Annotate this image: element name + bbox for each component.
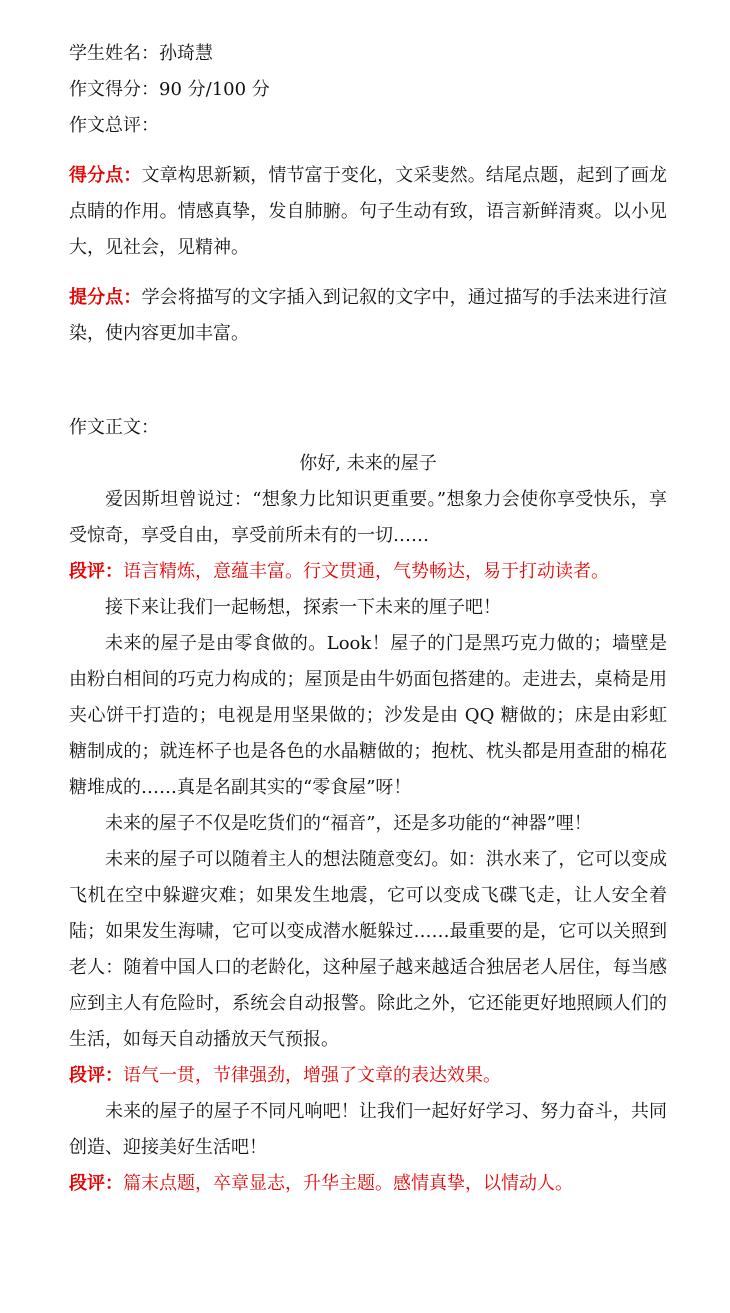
paragraph-comment-label: 段评：	[69, 1173, 123, 1194]
paragraph-comment-text: 篇末点题，卒章显志，升华主题。感情真挚，以情动人。	[123, 1173, 573, 1194]
student-name: 孙琦慧	[159, 43, 213, 64]
student-name-line	[69, 36, 667, 72]
merit-paragraph	[69, 158, 667, 266]
spacer	[69, 144, 667, 158]
paragraph-comment-3	[69, 1166, 667, 1202]
improve-text: 学会将描写的文字插入到记叙的文字中，通过描写的手法来进行渲染，使内容更加丰富。	[69, 287, 667, 344]
paragraph-comment-label: 段评：	[69, 1065, 123, 1086]
essay-document	[69, 0, 667, 1202]
overall-review-label	[69, 108, 667, 144]
merit-label: 得分点：	[69, 165, 142, 186]
score-line	[69, 72, 667, 108]
paragraph-comment-2	[69, 1058, 667, 1094]
essay-paragraph-4: 未来的屋子不仅是吃货们的“福音”，还是多功能的“神器”哩！	[105, 813, 592, 834]
paragraph-comment-text: 语气一贯，节律强劲，增强了文章的表达效果。	[123, 1065, 501, 1086]
essay-paragraph-2: 接下来让我们一起畅想，探索一下未来的厘子吧！	[105, 597, 501, 618]
student-name-label: 学生姓名：	[69, 43, 159, 64]
improve-paragraph	[69, 280, 667, 352]
essay-title: 你好, 未来的屋子	[299, 453, 437, 474]
score-label: 作文得分：	[69, 79, 159, 100]
overall-review-heading: 作文总评：	[69, 115, 159, 136]
paragraph-comment-text: 语言精炼，意蕴丰富。行文贯通，气势畅达，易于打动读者。	[123, 561, 609, 582]
paragraph-comment-label: 段评：	[69, 561, 123, 582]
essay-body-heading: 作文正文：	[69, 417, 159, 438]
essay-paragraph-5: 未来的屋子可以随着主人的想法随意变幻。如：洪水来了，它可以变成飞机在空中躲避灾难；如果发生地震，它可以变成飞碟飞走，让人安全着陆；如果发生海啸，它可以变成潜水艇躲过……最重要的是，它可以关照到老人：随着中国人口的老龄化，这种屋子越来越适合独居老人居住，每当感应到主人有危险时，系统会自动报警。除此之外，它还能更好地照顾人们的生活，如每天自动播放天气预报。	[69, 849, 667, 1050]
score-value: 90 分/100 分	[159, 79, 270, 100]
improve-label: 提分点：	[69, 287, 142, 308]
essay-paragraph-3: 未来的屋子是由零食做的。Look！屋子的门是黑巧克力做的；墙壁是由粉白相间的巧克力构成的；屋顶是由牛奶面包搭建的。走进去，桌椅是用夹心饼干打造的；电视是用坚果做的；沙发是由 QQ 糖做的；床是由彩虹糖制成的；就连杯子也是各色的水晶糖做的；抱枕、枕头都是用查甜的棉花糖堆成的……真是名副其实的“零食屋”呀！	[69, 633, 667, 798]
merit-text: 文章构思新颖，情节富于变化，文采斐然。结尾点题，起到了画龙点睛的作用。情感真挚，发自肺腑。句子生动有致，语言新鲜清爽。以小见大，见社会，见精神。	[69, 165, 667, 258]
essay-body-label	[69, 410, 667, 446]
essay-paragraph-6: 未来的屋子的屋子不同凡响吧！让我们一起好好学习、努力奋斗，共同创造、迎接美好生活吧！	[69, 1101, 667, 1158]
spacer	[69, 352, 667, 410]
essay-paragraph-1: 爱因斯坦曾说过：“想象力比知识更重要。”想象力会使你享受快乐，享受惊奇，享受自由，享受前所未有的一切……	[69, 489, 667, 546]
spacer	[69, 266, 667, 280]
paragraph-comment-1	[69, 554, 667, 590]
